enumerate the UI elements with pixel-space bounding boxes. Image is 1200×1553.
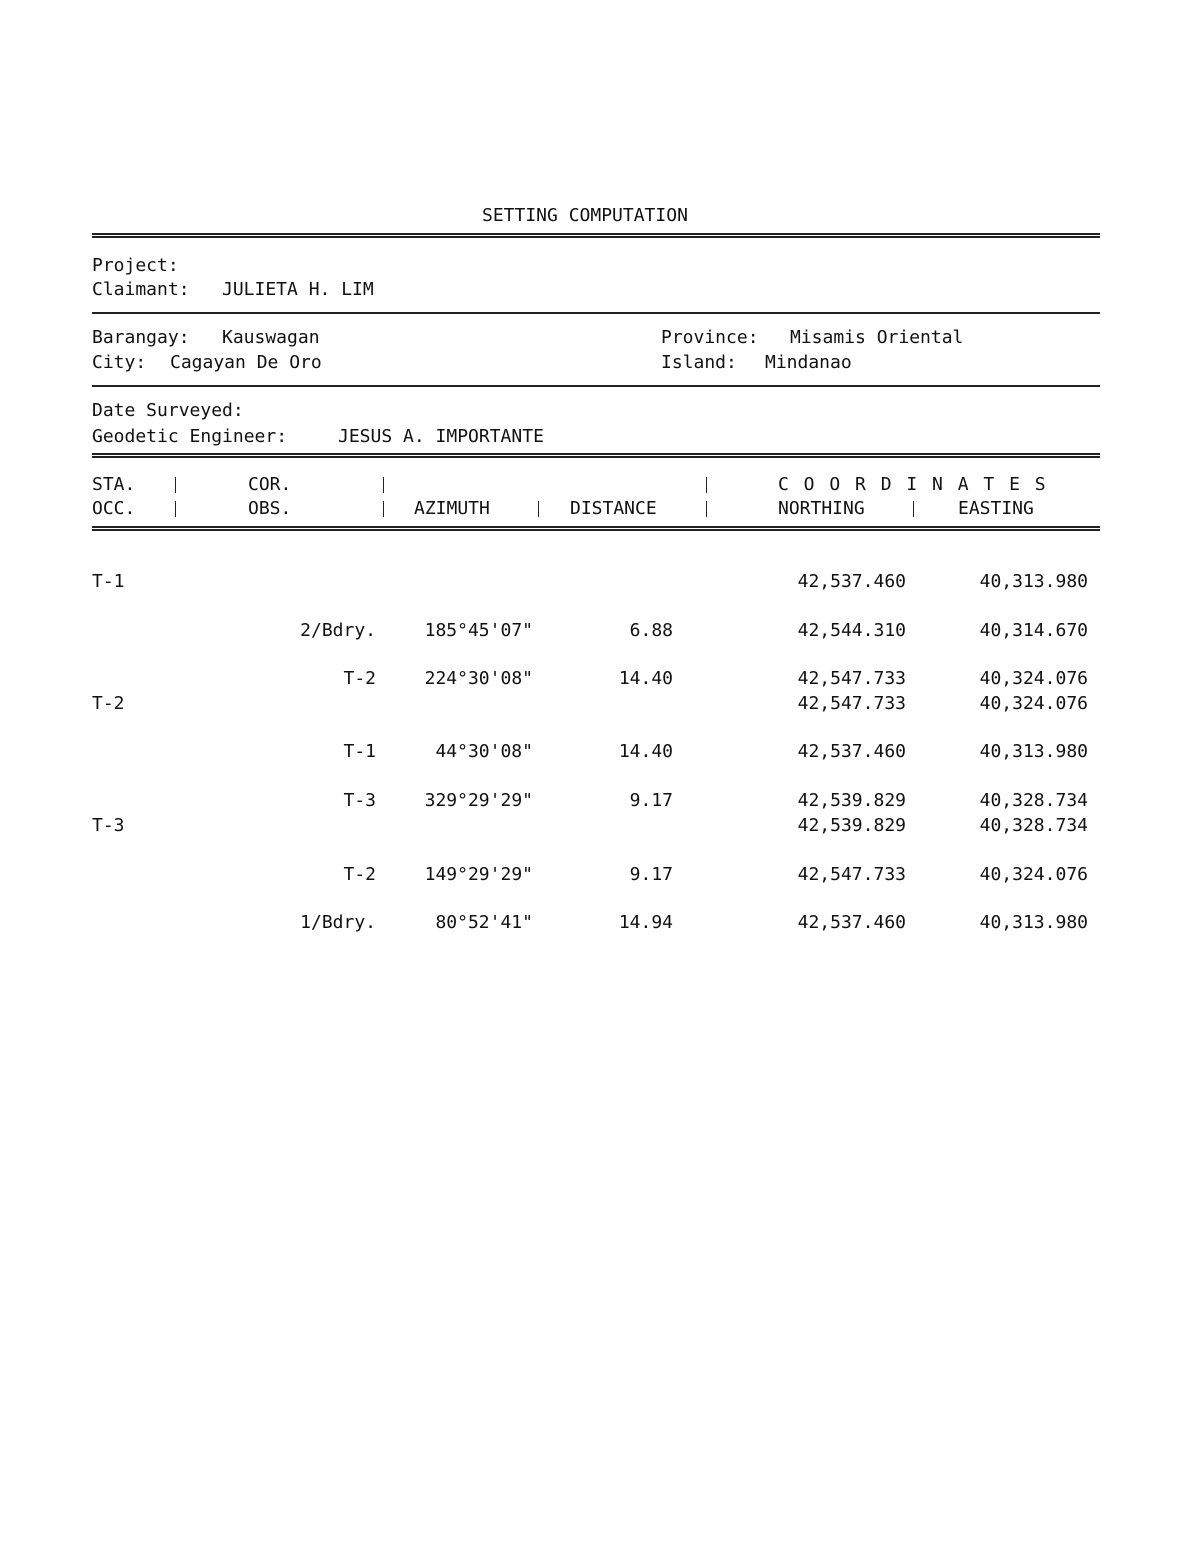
island-label: Island:	[661, 352, 737, 373]
easting-cell: 40,324.076	[979, 864, 1088, 885]
header-northing: NORTHING	[778, 498, 865, 519]
azimuth-cell: 185°45'07"	[424, 620, 533, 641]
column-separator	[175, 477, 176, 493]
obs-cell: T-1	[343, 741, 376, 762]
easting-cell: 40,328.734	[979, 790, 1088, 811]
province-label: Province:	[661, 327, 759, 348]
double-rule	[92, 526, 1100, 531]
easting-cell: 40,313.980	[979, 741, 1088, 762]
header-obs: OBS.	[248, 498, 292, 519]
northing-cell: 42,537.460	[797, 741, 906, 762]
azimuth-cell: 329°29'29"	[424, 790, 533, 811]
header-occ: OCC.	[92, 498, 136, 519]
project-label: Project:	[92, 255, 179, 276]
column-separator	[383, 477, 384, 493]
header-sta: STA.	[92, 474, 136, 495]
northing-cell: 42,544.310	[797, 620, 906, 641]
column-separator	[706, 501, 707, 517]
azimuth-cell: 224°30'08"	[424, 668, 533, 689]
geodetic-engineer-value: JESUS A. IMPORTANTE	[338, 426, 544, 447]
obs-cell: T-2	[343, 668, 376, 689]
date-surveyed-label: Date Surveyed:	[92, 400, 244, 421]
header-easting: EASTING	[958, 498, 1034, 519]
column-separator	[383, 501, 384, 517]
column-separator	[706, 477, 707, 493]
single-rule	[92, 312, 1100, 314]
sta-cell: T-2	[92, 693, 125, 714]
northing-cell: 42,539.829	[797, 815, 906, 836]
sta-cell: T-3	[92, 815, 125, 836]
distance-cell: 9.17	[629, 790, 673, 811]
azimuth-cell: 44°30'08"	[435, 741, 533, 762]
distance-cell: 14.40	[618, 741, 673, 762]
easting-cell: 40,324.076	[979, 693, 1088, 714]
northing-cell: 42,539.829	[797, 790, 906, 811]
obs-cell: 1/Bdry.	[300, 912, 376, 933]
province-value: Misamis Oriental	[790, 327, 964, 348]
city-value: Cagayan De Oro	[170, 352, 322, 373]
city-label: City:	[92, 352, 147, 373]
header-coordinates: C O O R D I N A T E S	[778, 474, 1048, 495]
column-separator	[913, 501, 914, 517]
obs-cell: 2/Bdry.	[300, 620, 376, 641]
barangay-value: Kauswagan	[222, 327, 320, 348]
header-distance: DISTANCE	[570, 498, 657, 519]
easting-cell: 40,314.670	[979, 620, 1088, 641]
column-separator	[538, 501, 539, 517]
azimuth-cell: 149°29'29"	[424, 864, 533, 885]
northing-cell: 42,537.460	[797, 571, 906, 592]
obs-cell: T-3	[343, 790, 376, 811]
double-rule	[92, 233, 1100, 238]
northing-cell: 42,547.733	[797, 864, 906, 885]
column-separator	[175, 501, 176, 517]
distance-cell: 6.88	[629, 620, 673, 641]
claimant-label: Claimant:	[92, 279, 190, 300]
distance-cell: 9.17	[629, 864, 673, 885]
easting-cell: 40,328.734	[979, 815, 1088, 836]
barangay-label: Barangay:	[92, 327, 190, 348]
document-title: SETTING COMPUTATION	[482, 205, 688, 226]
easting-cell: 40,313.980	[979, 571, 1088, 592]
sta-cell: T-1	[92, 571, 125, 592]
double-rule	[92, 453, 1100, 458]
geodetic-engineer-label: Geodetic Engineer:	[92, 426, 288, 447]
northing-cell: 42,547.733	[797, 693, 906, 714]
distance-cell: 14.40	[618, 668, 673, 689]
header-azimuth: AZIMUTH	[414, 498, 490, 519]
claimant-value: JULIETA H. LIM	[222, 279, 374, 300]
distance-cell: 14.94	[618, 912, 673, 933]
northing-cell: 42,547.733	[797, 668, 906, 689]
island-value: Mindanao	[765, 352, 852, 373]
header-cor: COR.	[248, 474, 292, 495]
easting-cell: 40,324.076	[979, 668, 1088, 689]
easting-cell: 40,313.980	[979, 912, 1088, 933]
obs-cell: T-2	[343, 864, 376, 885]
single-rule	[92, 385, 1100, 387]
northing-cell: 42,537.460	[797, 912, 906, 933]
azimuth-cell: 80°52'41"	[435, 912, 533, 933]
